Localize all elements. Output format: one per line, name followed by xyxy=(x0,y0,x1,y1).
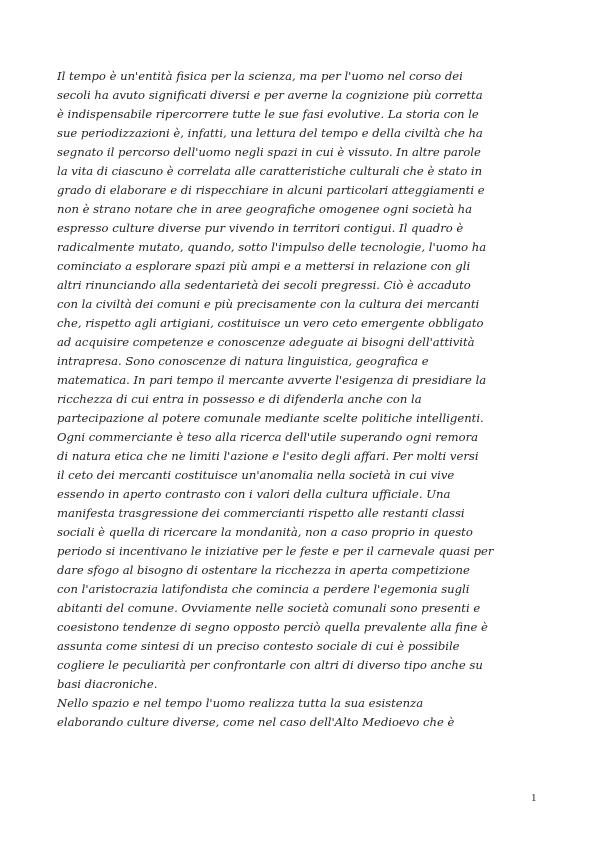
text-line: coesistono tendenze di segno opposto perciò quella prevalente alla fine è xyxy=(57,620,488,634)
text-line: Il tempo è un'entità fisica per la scienza, ma per l'uomo nel corso dei xyxy=(57,69,463,83)
text-line: partecipazione al potere comunale mediante scelte politiche intelligenti. xyxy=(57,411,484,425)
body-text xyxy=(57,67,537,732)
text-line: assunta come sintesi di un preciso contesto sociale di cui è possibile xyxy=(57,639,460,653)
page-number: 1 xyxy=(531,792,537,804)
text-line: ad acquisire competenze e conoscenze adeguate ai bisogni dell'attività xyxy=(57,335,475,349)
text-line: è indispensabile ripercorrere tutte le sue fasi evolutive. La storia con le xyxy=(57,107,479,121)
text-line: elaborando culture diverse, come nel caso dell'Alto Medioevo che è xyxy=(57,715,455,729)
text-line: matematica. In pari tempo il mercante avverte l'esigenza di presidiare la xyxy=(57,373,487,387)
text-line: manifesta trasgressione dei commercianti rispetto alle restanti classi xyxy=(57,506,465,520)
text-line: espresso culture diverse pur vivendo in territori contigui. Il quadro è xyxy=(57,221,464,235)
text-line: di natura etica che ne limiti l'azione e l'esito degli affari. Per molti versi xyxy=(57,449,479,463)
text-line: periodo si incentivano le iniziative per le feste e per il carnevale quasi per xyxy=(57,544,494,558)
text-line: cominciato a esplorare spazi più ampi e a mettersi in relazione con gli xyxy=(57,259,471,273)
text-line: Nello spazio e nel tempo l'uomo realizza tutta la sua esistenza xyxy=(57,696,424,710)
text-line: essendo in aperto contrasto con i valori della cultura ufficiale. Una xyxy=(57,487,451,501)
text-line: altri rinunciando alla sedentarietà dei secoli pregressi. Ciò è accaduto xyxy=(57,278,471,292)
text-line: grado di elaborare e di rispecchiare in alcuni particolari atteggiamenti e xyxy=(57,183,485,197)
text-line: ricchezza di cui entra in possesso e di difenderla anche con la xyxy=(57,392,422,406)
text-line: abitanti del comune. Ovviamente nelle società comunali sono presenti e xyxy=(57,601,481,615)
text-line: cogliere le peculiarità per confrontarle con altri di diverso tipo anche su xyxy=(57,658,483,672)
text-line: radicalmente mutato, quando, sotto l'impulso delle tecnologie, l'uomo ha xyxy=(57,240,487,254)
text-line: la vita di ciascuno è correlata alle caratteristiche culturali che è stato in xyxy=(57,164,483,178)
text-line: dare sfogo al bisogno di ostentare la ricchezza in aperta competizione xyxy=(57,563,470,577)
text-line: intrapresa. Sono conoscenze di natura linguistica, geografica e xyxy=(57,354,429,368)
text-line: segnato il percorso dell'uomo negli spazi in cui è vissuto. In altre parole xyxy=(57,145,481,159)
text-line: sociali è quella di ricercare la mondanità, non a caso proprio in questo xyxy=(57,525,473,539)
text-line: sue periodizzazioni è, infatti, una lettura del tempo e della civiltà che ha xyxy=(57,126,483,140)
text-line: il ceto dei mercanti costituisce un'anomalia nella società in cui vive xyxy=(57,468,455,482)
text-line: non è strano notare che in aree geografiche omogenee ogni società ha xyxy=(57,202,473,216)
text-line: secoli ha avuto significati diversi e per averne la cognizione più corretta xyxy=(57,88,483,102)
text-line: che, rispetto agli artigiani, costituisce un vero ceto emergente obbligato xyxy=(57,316,484,330)
text-line: Ogni commerciante è teso alla ricerca dell'utile superando ogni remora xyxy=(57,430,479,444)
text-line: basi diacroniche. xyxy=(57,677,158,691)
text-line: con la civiltà dei comuni e più precisamente con la cultura dei mercanti xyxy=(57,297,480,311)
text-line: con l'aristocrazia latifondista che comincia a perdere l'egemonia sugli xyxy=(57,582,470,596)
